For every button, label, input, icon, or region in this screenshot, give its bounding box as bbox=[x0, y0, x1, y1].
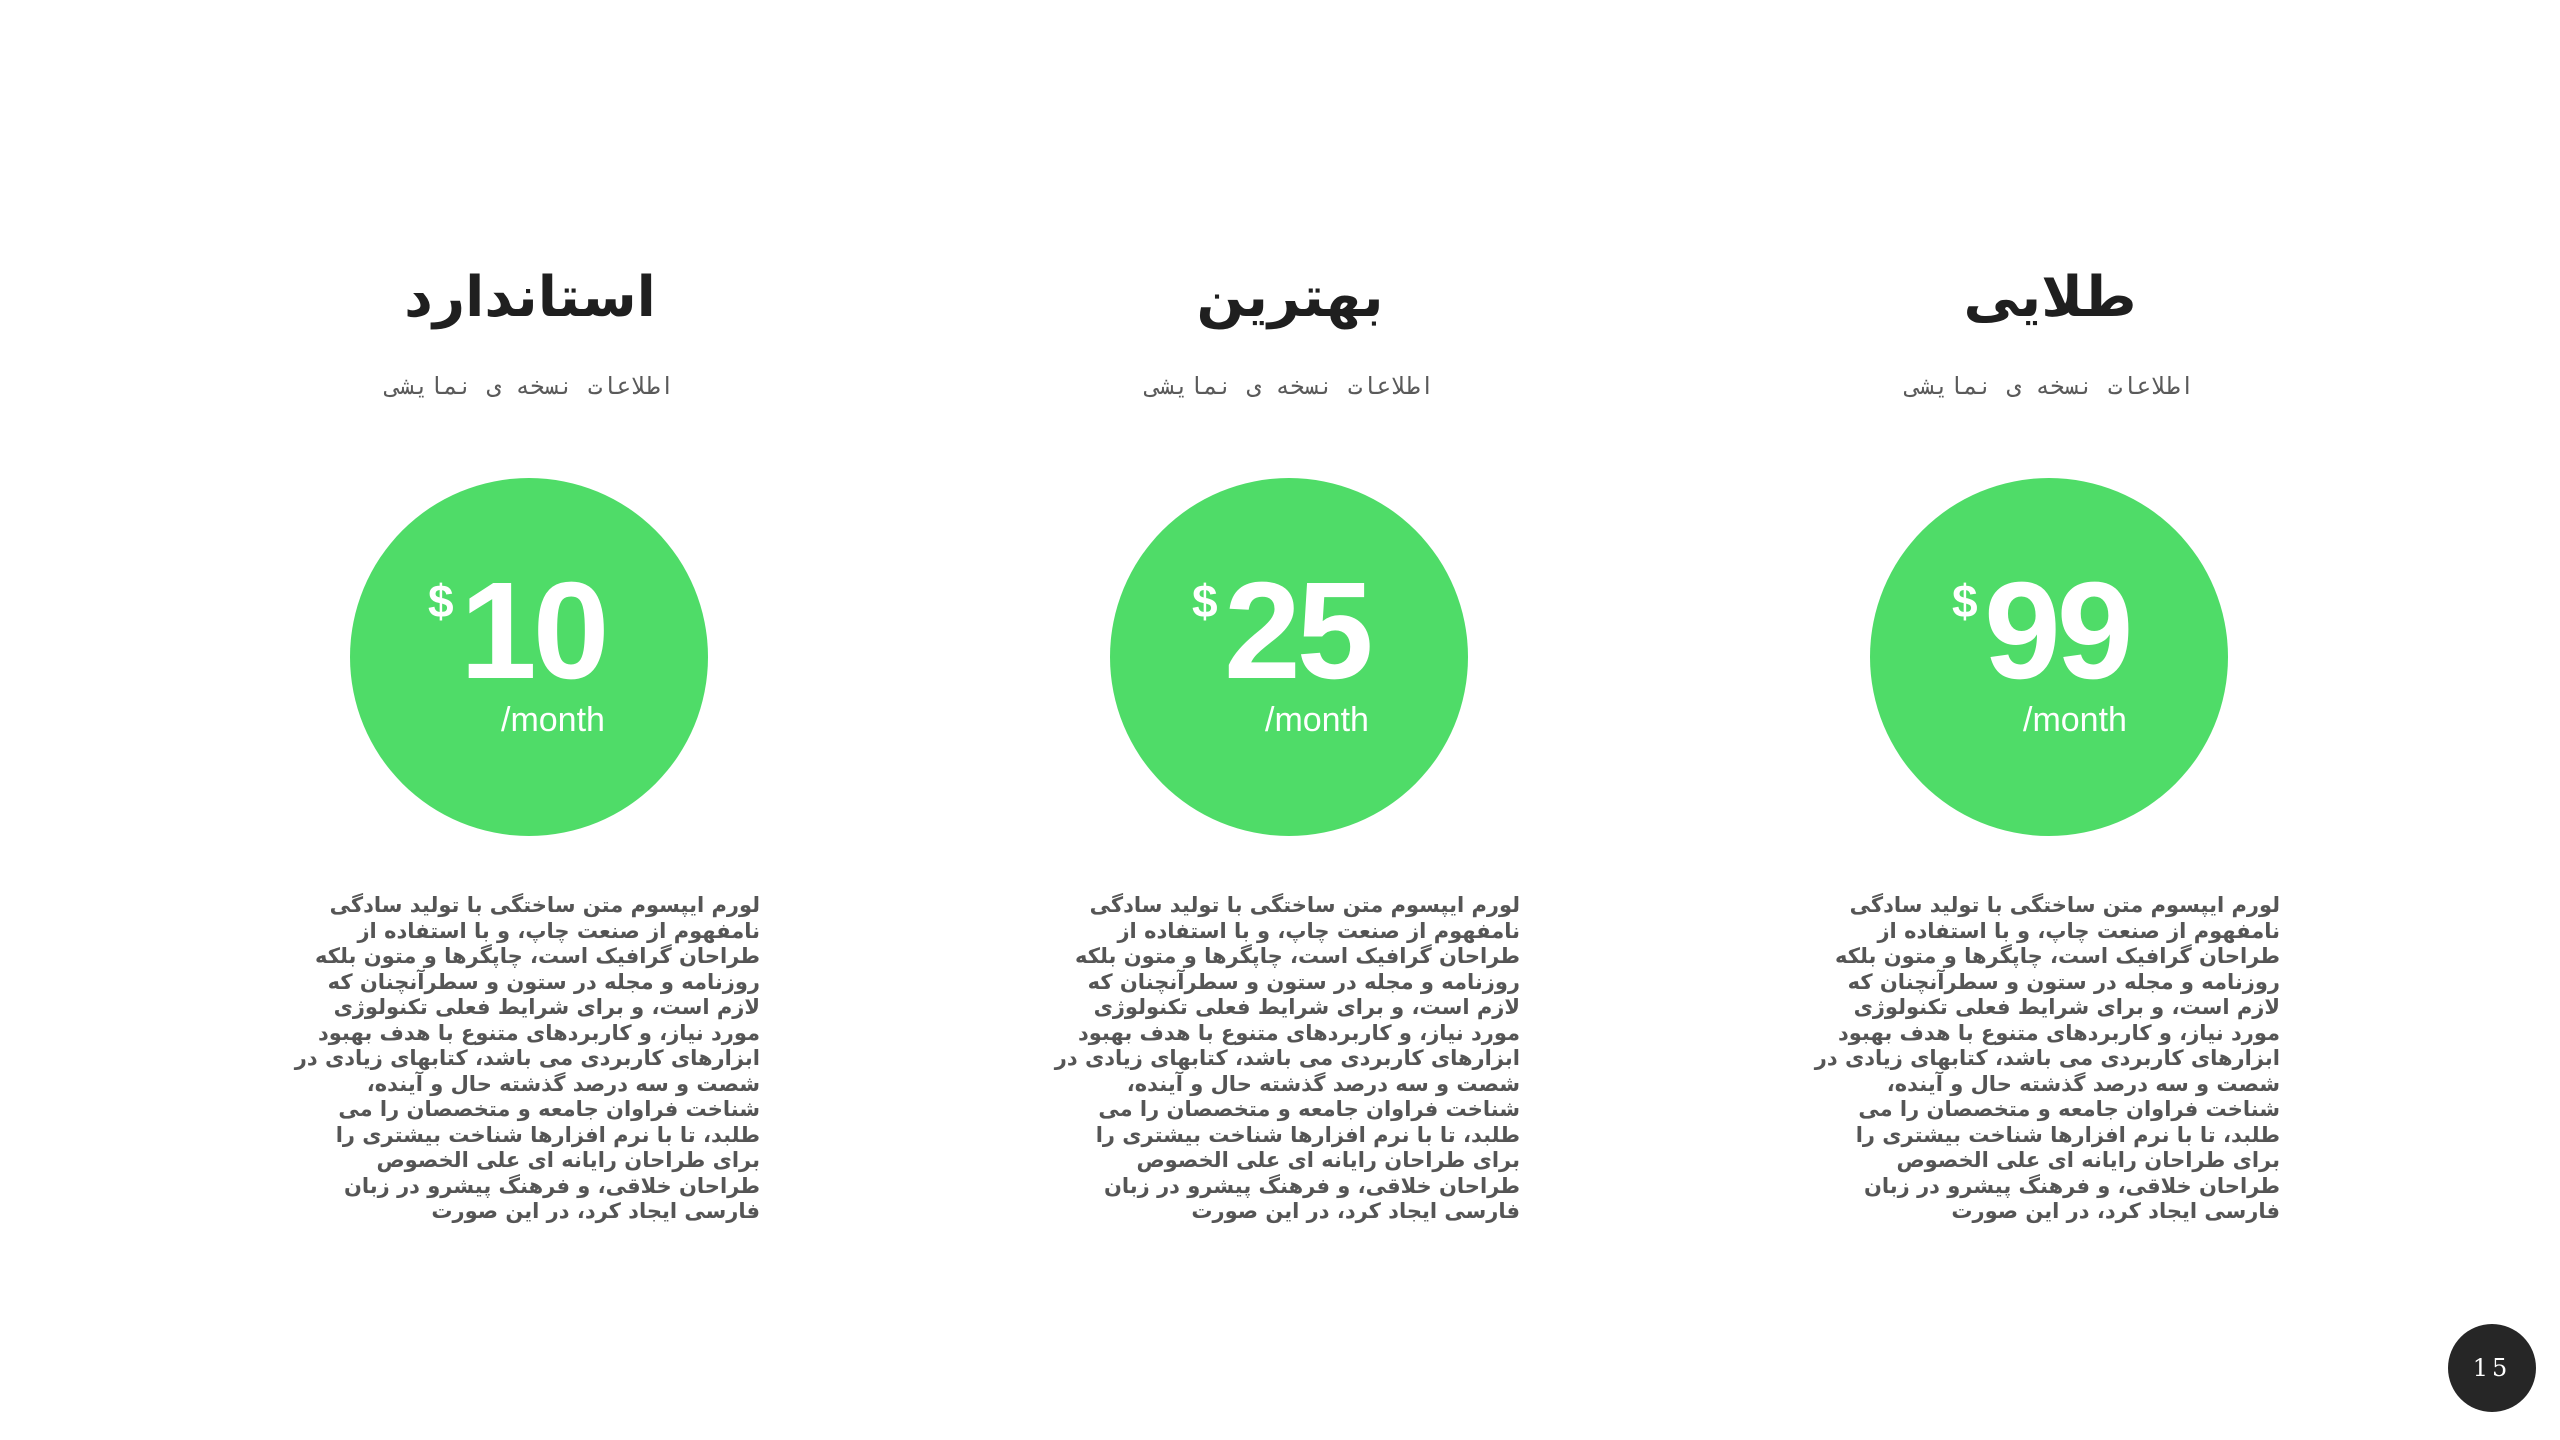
plan-description: لورم ایپسوم متن ساختگی با تولید سادگی نامفهوم از صنعت چاپ، و با استفاده از طراحان گرافیک است، چاپگرها و متون بلکه روزنامه و مجله در ستون و سطرآنچنان که لازم است، و برای شرایط فعلی تکنولوژی مورد نیاز، و کاربردهای متنوع با هدف بهبود ابزارهای کاربردی می باشد، کتابهای زیادی در شصت و سه درصد گذشته حال و آینده، شناخت فراوان جامعه و متخصصان را می طلبد، تا با نرم افزارها شناخت بیشتری را برای طراحان رایانه ای علی الخصوص طراحان خلاقی، و فرهنگ پیشرو در زبان فارسی ایجاد کرد، در این صورت bbox=[294, 893, 760, 1223]
price-badge bbox=[1870, 478, 2228, 836]
plan-title: طلایی bbox=[1963, 265, 2137, 330]
price-period: /month bbox=[2023, 701, 2127, 739]
currency-symbol: $ bbox=[428, 575, 454, 627]
plan-title: بهترین bbox=[1196, 265, 1384, 330]
plan-description: لورم ایپسوم متن ساختگی با تولید سادگی نامفهوم از صنعت چاپ، و با استفاده از طراحان گرافیک است، چاپگرها و متون بلکه روزنامه و مجله در ستون و سطرآنچنان که لازم است، و برای شرایط فعلی تکنولوژی مورد نیاز، و کاربردهای متنوع با هدف بهبود ابزارهای کاربردی می باشد، کتابهای زیادی در شصت و سه درصد گذشته حال و آینده، شناخت فراوان جامعه و متخصصان را می طلبد، تا با نرم افزارها شناخت بیشتری را برای طراحان رایانه ای علی الخصوص طراحان خلاقی، و فرهنگ پیشرو در زبان فارسی ایجاد کرد، در این صورت bbox=[1814, 893, 2280, 1223]
pricing-plan-best bbox=[910, 0, 1670, 1440]
currency-symbol: $ bbox=[1192, 575, 1218, 627]
pricing-plan-gold bbox=[1670, 0, 2430, 1440]
price-badge bbox=[350, 478, 708, 836]
plan-title: استاندارد bbox=[404, 265, 656, 330]
plan-subtitle: اطلاعات نسخه ی نمایشی bbox=[1905, 372, 2195, 400]
price-amount: 10 bbox=[460, 554, 606, 708]
pricing-plan-standard bbox=[150, 0, 910, 1440]
currency-symbol: $ bbox=[1952, 575, 1978, 627]
price-badge bbox=[1110, 478, 1468, 836]
plan-subtitle: اطلاعات نسخه ی نمایشی bbox=[1145, 372, 1435, 400]
price-amount: 25 bbox=[1224, 554, 1370, 708]
plan-subtitle: اطلاعات نسخه ی نمایشی bbox=[385, 372, 675, 400]
price-period: /month bbox=[501, 701, 605, 739]
price-amount: 99 bbox=[1984, 554, 2130, 708]
price-period: /month bbox=[1265, 701, 1369, 739]
page-number-badge: 15 bbox=[2448, 1324, 2536, 1412]
plan-description: لورم ایپسوم متن ساختگی با تولید سادگی نامفهوم از صنعت چاپ، و با استفاده از طراحان گرافیک است، چاپگرها و متون بلکه روزنامه و مجله در ستون و سطرآنچنان که لازم است، و برای شرایط فعلی تکنولوژی مورد نیاز، و کاربردهای متنوع با هدف بهبود ابزارهای کاربردی می باشد، کتابهای زیادی در شصت و سه درصد گذشته حال و آینده، شناخت فراوان جامعه و متخصصان را می طلبد، تا با نرم افزارها شناخت بیشتری را برای طراحان رایانه ای علی الخصوص طراحان خلاقی، و فرهنگ پیشرو در زبان فارسی ایجاد کرد، در این صورت bbox=[1054, 893, 1520, 1223]
